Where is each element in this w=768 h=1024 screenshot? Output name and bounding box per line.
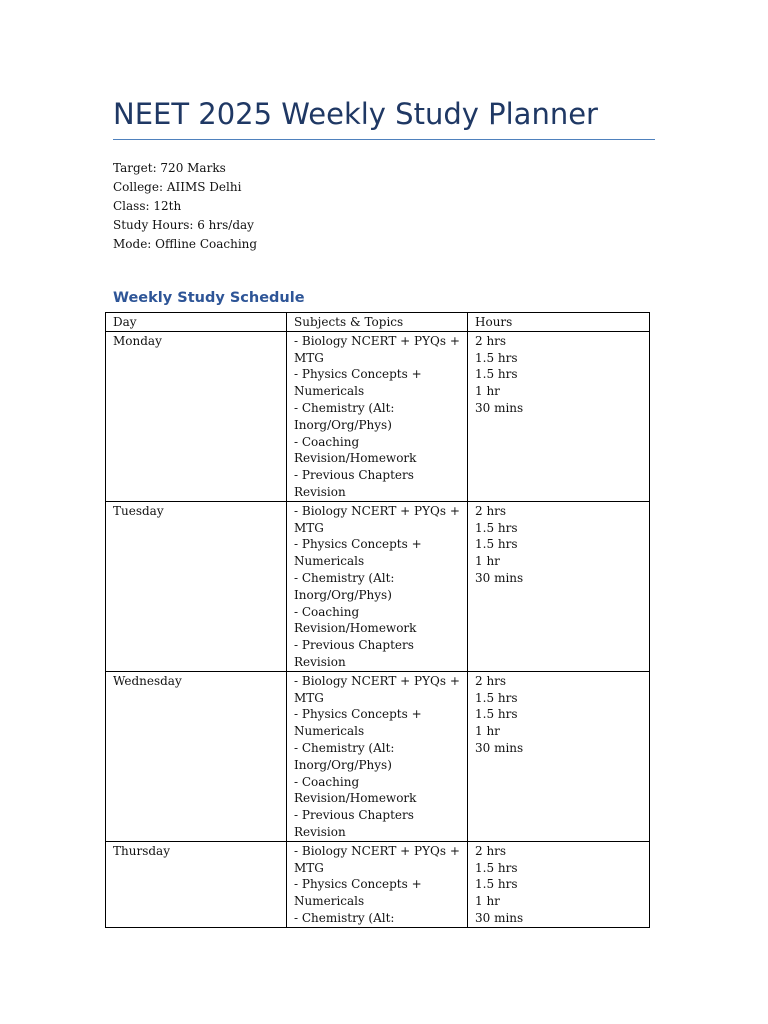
topics-cell: [287, 331, 468, 501]
topic-line: Revision: [294, 654, 346, 669]
hours-line: 1.5 hrs: [475, 367, 518, 382]
hours-cell: [468, 501, 650, 671]
topic-line: - Chemistry (Alt:: [294, 570, 395, 585]
topic-line: - Coaching: [294, 604, 360, 619]
topic-line: - Previous Chapters: [294, 638, 414, 653]
topic-line: - Biology NCERT + PYQs +: [294, 843, 460, 858]
hours-line: 30 mins: [475, 570, 524, 585]
topic-line: Inorg/Org/Phys): [294, 417, 392, 432]
hours-line: 30 mins: [475, 910, 524, 925]
hours-line: 1 hr: [475, 724, 500, 739]
topic-line: - Coaching: [294, 434, 360, 449]
hours-line: 1 hr: [475, 554, 500, 569]
mode-detail: Mode: Offline Coaching: [113, 237, 258, 251]
class-detail: Class: 12th: [113, 199, 182, 213]
hours-line: 1.5 hrs: [475, 877, 518, 892]
day-cell: Tuesday: [106, 501, 287, 671]
topic-line: MTG: [294, 520, 324, 535]
topic-line: - Chemistry (Alt:: [294, 910, 395, 925]
topic-line: - Coaching: [294, 774, 360, 789]
hours-line: 2 hrs: [475, 503, 507, 518]
topic-line: Revision/Homework: [294, 451, 417, 466]
topics-cell: [287, 671, 468, 841]
target-detail: Target: 720 Marks: [113, 161, 226, 175]
topic-line: MTG: [294, 860, 324, 875]
hours-line: 2 hrs: [475, 843, 507, 858]
topic-line: MTG: [294, 350, 324, 365]
topic-line: - Previous Chapters: [294, 468, 414, 483]
hours-cell: [468, 671, 650, 841]
topic-line: - Biology NCERT + PYQs +: [294, 503, 460, 518]
table-row: [106, 331, 650, 501]
topic-line: Revision/Homework: [294, 621, 417, 636]
hours-line: 1 hr: [475, 384, 500, 399]
topics-cell: [287, 501, 468, 671]
planner-details: [113, 159, 257, 254]
topic-line: Numericals: [294, 384, 365, 399]
hours-cell: [468, 841, 650, 927]
table-header-row: [106, 313, 650, 332]
topic-line: - Physics Concepts +: [294, 877, 422, 892]
topic-line: - Physics Concepts +: [294, 537, 422, 552]
header-day: Day: [106, 313, 287, 332]
topic-line: - Chemistry (Alt:: [294, 740, 395, 755]
topic-line: Numericals: [294, 724, 365, 739]
table-row: [106, 841, 650, 927]
header-subjects: Subjects & Topics: [287, 313, 468, 332]
topic-line: Inorg/Org/Phys): [294, 757, 392, 772]
topic-line: Revision: [294, 484, 346, 499]
topic-line: Revision: [294, 824, 346, 839]
section-heading: Weekly Study Schedule: [113, 290, 305, 306]
title-underline: [113, 139, 655, 140]
page-title: NEET 2025 Weekly Study Planner: [113, 97, 598, 131]
weekly-schedule-table: [105, 312, 650, 928]
topic-line: - Biology NCERT + PYQs +: [294, 673, 460, 688]
hours-line: 2 hrs: [475, 333, 507, 348]
table-row: [106, 501, 650, 671]
hours-line: 30 mins: [475, 400, 524, 415]
topic-line: Numericals: [294, 554, 365, 569]
hours-line: 1 hr: [475, 894, 500, 909]
study-hours-detail: Study Hours: 6 hrs/day: [113, 218, 254, 232]
hours-line: 1.5 hrs: [475, 537, 518, 552]
topic-line: MTG: [294, 690, 324, 705]
topic-line: - Biology NCERT + PYQs +: [294, 333, 460, 348]
hours-line: 1.5 hrs: [475, 690, 518, 705]
header-hours: Hours: [468, 313, 650, 332]
hours-line: 1.5 hrs: [475, 350, 518, 365]
topic-line: - Physics Concepts +: [294, 367, 422, 382]
table-row: [106, 671, 650, 841]
day-cell: Wednesday: [106, 671, 287, 841]
college-detail: College: AIIMS Delhi: [113, 180, 242, 194]
hours-line: 1.5 hrs: [475, 707, 518, 722]
topic-line: Revision/Homework: [294, 791, 417, 806]
hours-cell: [468, 331, 650, 501]
hours-line: 1.5 hrs: [475, 520, 518, 535]
hours-line: 1.5 hrs: [475, 860, 518, 875]
hours-line: 2 hrs: [475, 673, 507, 688]
topic-line: - Physics Concepts +: [294, 707, 422, 722]
topics-cell: [287, 841, 468, 927]
topic-line: - Previous Chapters: [294, 808, 414, 823]
day-cell: Monday: [106, 331, 287, 501]
day-cell: Thursday: [106, 841, 287, 927]
hours-line: 30 mins: [475, 740, 524, 755]
topic-line: Inorg/Org/Phys): [294, 587, 392, 602]
topic-line: Numericals: [294, 894, 365, 909]
topic-line: - Chemistry (Alt:: [294, 400, 395, 415]
